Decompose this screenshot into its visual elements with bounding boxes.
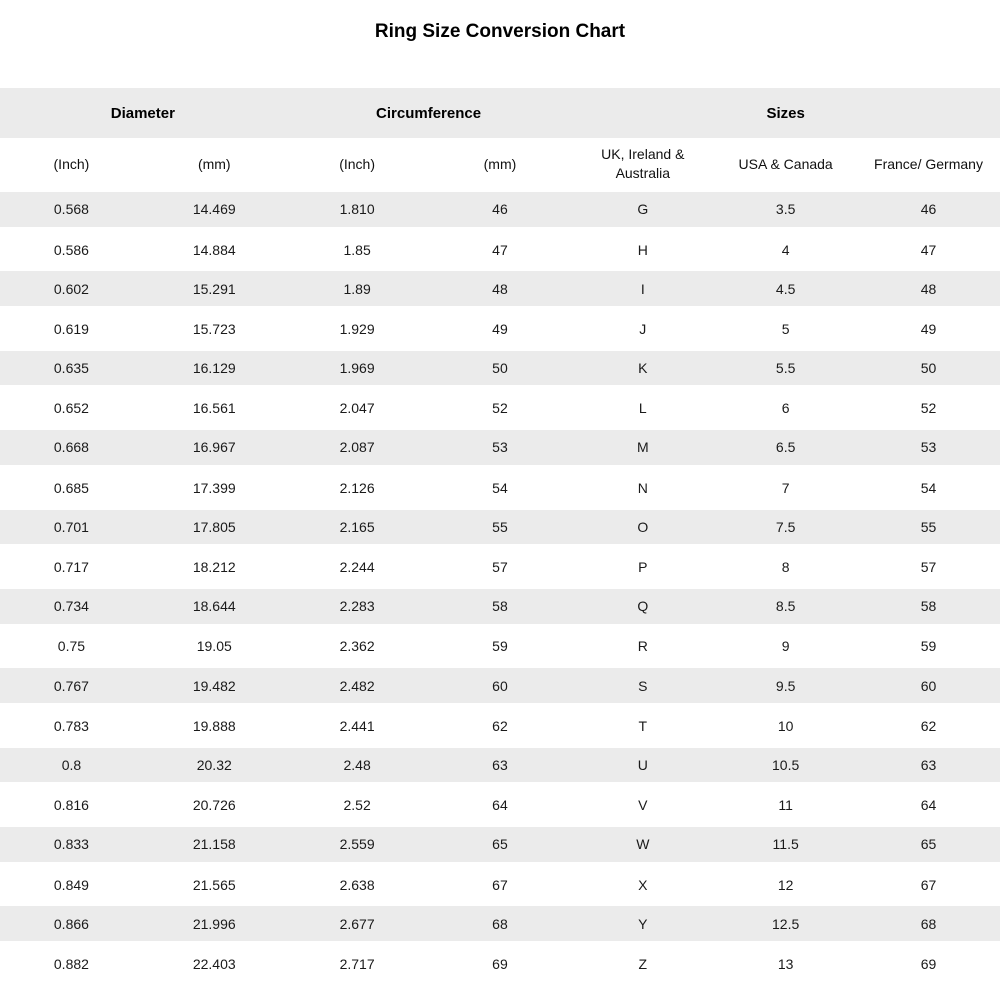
table-cell: 21.565 <box>192 876 236 893</box>
table-row <box>0 706 1000 746</box>
table-cell: 21.996 <box>192 915 236 932</box>
table-cell: 2.482 <box>339 677 375 694</box>
table-cell: 0.619 <box>53 320 89 337</box>
group-header-diameter: Diameter <box>110 104 175 122</box>
table-cell: 50 <box>492 360 508 377</box>
table-cell: 0.568 <box>53 201 89 218</box>
table-cell: K <box>638 360 648 377</box>
table-cell: H <box>637 241 648 258</box>
table-cell: 55 <box>492 518 508 535</box>
table-cell: 2.52 <box>343 797 371 814</box>
table-cell: 0.783 <box>53 717 89 734</box>
table-cell: I <box>640 280 645 297</box>
table-cell: 63 <box>492 756 508 773</box>
table-cell: 16.967 <box>192 439 236 456</box>
table-cell: 1.89 <box>343 280 371 297</box>
table-cell: 0.833 <box>53 836 89 853</box>
table-cell: M <box>636 439 649 456</box>
table-cell: 2.087 <box>339 439 375 456</box>
table-cell: 0.882 <box>53 955 89 972</box>
table-cell: 22.403 <box>192 955 236 972</box>
table-cell: 0.734 <box>53 598 89 615</box>
table-cell: 11 <box>778 797 793 814</box>
table-cell: 17.805 <box>192 518 236 535</box>
table-cell: 62 <box>492 717 508 734</box>
table-cell: 1.929 <box>339 320 375 337</box>
table-cell: 9 <box>781 638 790 655</box>
table-cell: 19.482 <box>192 677 236 694</box>
table-cell: 13 <box>777 955 794 972</box>
table-cell: 6.5 <box>775 439 796 456</box>
table-cell: 17.399 <box>192 479 236 496</box>
table-cell: 69 <box>492 955 508 972</box>
table-cell: V <box>638 797 648 814</box>
table-cell: 2.559 <box>339 836 375 853</box>
table-cell: 53 <box>492 439 508 456</box>
table-row <box>0 388 1000 428</box>
table-cell: 68 <box>920 915 937 932</box>
table-cell: 0.816 <box>53 797 89 814</box>
table-cell: Q <box>637 598 649 615</box>
table-cell: 64 <box>920 797 937 814</box>
table-cell: 2.717 <box>339 955 375 972</box>
table-cell: U <box>637 756 648 773</box>
table-cell: 2.441 <box>339 717 375 734</box>
column-header-circumference-inch: (Inch) <box>339 155 375 172</box>
table-cell: 59 <box>920 638 937 655</box>
table-cell: 52 <box>920 400 937 417</box>
table-cell: 8.5 <box>775 598 796 615</box>
table-cell: 67 <box>920 876 937 893</box>
table-cell: 52 <box>492 400 508 417</box>
table-cell: 2.126 <box>339 479 375 496</box>
table-row <box>0 547 1000 587</box>
table-cell: 1.810 <box>339 201 375 218</box>
table-cell: 9.5 <box>775 677 796 694</box>
table-cell: 0.586 <box>53 241 89 258</box>
table-cell: 65 <box>920 836 937 853</box>
table-cell: 2.677 <box>339 915 375 932</box>
table-cell: 62 <box>920 717 937 734</box>
table-cell: 16.561 <box>192 400 236 417</box>
table-cell: 65 <box>492 836 508 853</box>
table-row <box>0 865 1000 905</box>
table-cell: 1.969 <box>339 360 375 377</box>
table-row <box>0 627 1000 667</box>
table-row <box>0 349 1000 389</box>
table-row <box>0 785 1000 825</box>
table-cell: 2.165 <box>339 518 375 535</box>
table-cell: L <box>638 400 647 417</box>
table-cell: 49 <box>492 320 508 337</box>
table-column-header-row <box>0 138 1000 190</box>
table-cell: 12 <box>777 876 794 893</box>
table-cell: 0.668 <box>53 439 89 456</box>
table-cell: 5.5 <box>775 360 796 377</box>
group-header-sizes: Sizes <box>766 104 805 122</box>
table-row <box>0 825 1000 865</box>
table-cell: 12.5 <box>772 915 800 932</box>
table-cell: 15.723 <box>192 320 236 337</box>
table-cell: S <box>638 677 648 694</box>
table-cell: 68 <box>492 915 508 932</box>
table-cell: 67 <box>492 876 508 893</box>
table-cell: N <box>637 479 648 496</box>
table-row <box>0 190 1000 230</box>
table-row <box>0 666 1000 706</box>
table-cell: 2.362 <box>339 638 375 655</box>
table-cell: W <box>636 836 650 853</box>
table-cell: 3.5 <box>775 201 796 218</box>
group-header-circumference: Circumference <box>376 104 482 122</box>
table-cell: 64 <box>492 797 508 814</box>
column-header-diameter-inch: (Inch) <box>53 155 90 172</box>
table-row <box>0 230 1000 270</box>
table-cell: 58 <box>920 598 937 615</box>
table-cell: 21.158 <box>192 836 236 853</box>
table-cell: 10 <box>777 717 794 734</box>
table-cell: 16.129 <box>192 360 236 377</box>
page-title: Ring Size Conversion Chart <box>374 21 626 42</box>
table-cell: J <box>639 320 647 337</box>
table-cell: 19.05 <box>196 638 232 655</box>
table-cell: 18.644 <box>192 598 236 615</box>
table-body <box>0 190 1000 984</box>
table-cell: 59 <box>492 638 508 655</box>
table-cell: 0.701 <box>53 518 89 535</box>
table-cell: 48 <box>920 280 937 297</box>
table-cell: 7.5 <box>775 518 796 535</box>
table-cell: O <box>637 518 649 535</box>
table-cell: 58 <box>492 598 508 615</box>
table-cell: 4 <box>781 241 790 258</box>
table-cell: 48 <box>492 280 508 297</box>
table-cell: 0.685 <box>53 479 89 496</box>
table-row <box>0 269 1000 309</box>
table-row <box>0 587 1000 627</box>
table-cell: 47 <box>492 241 508 258</box>
table-cell: 0.602 <box>53 280 89 297</box>
table-cell: 0.635 <box>53 360 89 377</box>
table-row <box>0 904 1000 944</box>
table-cell: 2.283 <box>339 598 375 615</box>
table-cell: 2.047 <box>339 400 375 417</box>
table-cell: 53 <box>920 439 937 456</box>
table-cell: 57 <box>920 559 937 576</box>
table-cell: 14.469 <box>192 201 236 218</box>
column-header-diameter-mm: (mm) <box>197 155 231 172</box>
table-row <box>0 468 1000 508</box>
table-cell: 5 <box>781 320 790 337</box>
table-cell: 0.767 <box>53 677 89 694</box>
table-cell: 69 <box>920 955 937 972</box>
table-cell: 55 <box>920 518 937 535</box>
table-cell: 19.888 <box>192 717 236 734</box>
table-cell: X <box>638 876 648 893</box>
table-cell: T <box>638 717 648 734</box>
table-cell: 20.32 <box>196 756 232 773</box>
table-cell: 10.5 <box>772 756 800 773</box>
table-cell: 1.85 <box>343 241 371 258</box>
table-cell: P <box>638 559 648 576</box>
table-cell: 0.8 <box>61 756 82 773</box>
table-row <box>0 508 1000 548</box>
table-row <box>0 309 1000 349</box>
table-cell: 2.48 <box>343 756 371 773</box>
table-cell: 46 <box>920 201 937 218</box>
table-cell: 20.726 <box>192 797 236 814</box>
column-header-france-germany: France/ Germany <box>874 155 983 172</box>
column-header-usa-canada: USA & Canada <box>738 155 833 172</box>
table-cell: 0.652 <box>53 400 89 417</box>
table-cell: 63 <box>920 756 937 773</box>
table-cell: 8 <box>781 559 790 576</box>
table-cell: 0.75 <box>57 638 86 655</box>
table-cell: 49 <box>920 320 937 337</box>
table-cell: 60 <box>920 677 937 694</box>
table-cell: 60 <box>492 677 508 694</box>
table-row <box>0 428 1000 468</box>
table-cell: 4.5 <box>775 280 796 297</box>
column-header-circumference-mm: (mm) <box>483 155 517 172</box>
table-cell: 7 <box>781 479 790 496</box>
table-cell: 11.5 <box>772 836 799 853</box>
table-cell: 0.849 <box>53 876 89 893</box>
ring-size-conversion-table <box>0 88 1000 984</box>
table-cell: 18.212 <box>192 559 236 576</box>
table-cell: Z <box>638 955 648 972</box>
table-cell: G <box>637 201 649 218</box>
table-cell: 14.884 <box>192 241 236 258</box>
table-cell: 47 <box>920 241 937 258</box>
table-cell: 46 <box>492 201 508 218</box>
table-cell: 6 <box>781 400 790 417</box>
table-group-header-row <box>0 88 1000 138</box>
table-cell: 54 <box>492 479 508 496</box>
column-header-uk-ireland-australia: UK, Ireland & Australia <box>601 146 685 181</box>
table-cell: 2.244 <box>339 559 375 576</box>
table-cell: 15.291 <box>192 280 236 297</box>
table-cell: 57 <box>492 559 508 576</box>
table-cell: 0.717 <box>53 559 89 576</box>
table-cell: Y <box>638 915 648 932</box>
table-cell: 50 <box>920 360 937 377</box>
table-row <box>0 746 1000 786</box>
table-cell: 0.866 <box>53 915 89 932</box>
table-row <box>0 944 1000 984</box>
table-cell: 2.638 <box>339 876 375 893</box>
table-cell: 54 <box>920 479 937 496</box>
table-cell: R <box>637 638 648 655</box>
